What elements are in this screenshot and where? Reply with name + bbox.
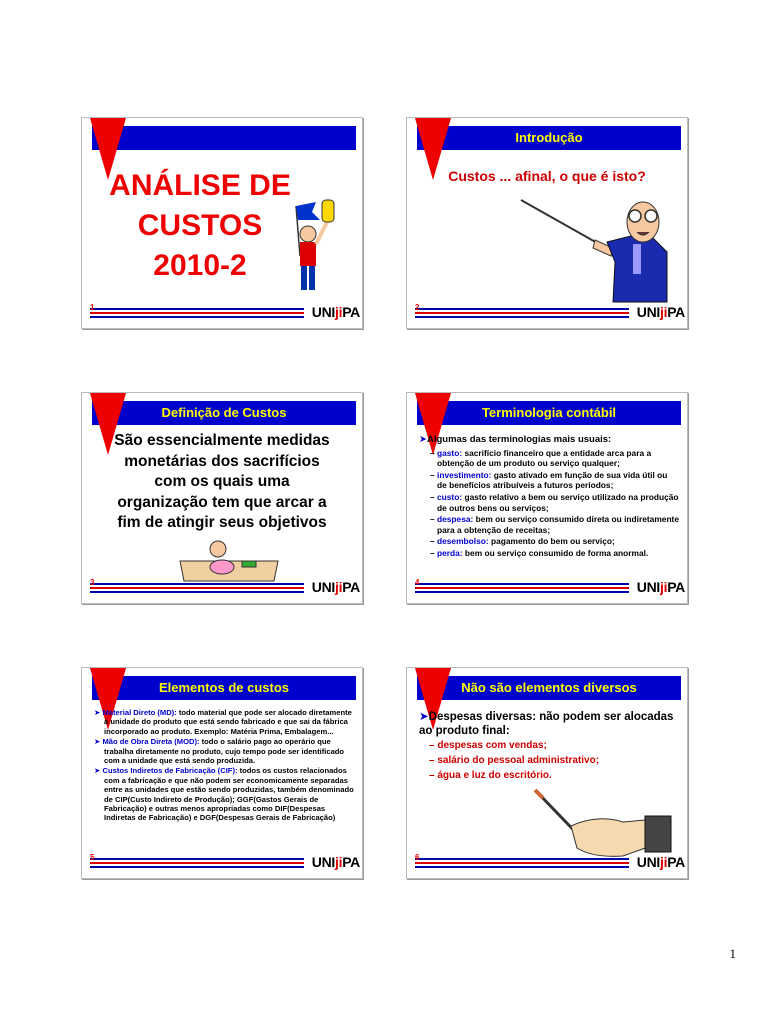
slide-footer xyxy=(415,853,687,872)
list-lead: ➤Algumas das terminologias mais usuais: xyxy=(419,434,612,445)
arrow-bullet-icon: ➤ xyxy=(94,708,103,717)
slide-title: Terminologia contábil xyxy=(481,405,617,420)
slide-6 xyxy=(406,667,688,879)
list-item: – investimento: gasto ativado em função de sua vida útil ou de benefícios atribuíveis a futuros períodos; xyxy=(430,469,668,491)
slide-3 xyxy=(81,392,363,604)
slide-number: 2 xyxy=(415,303,420,312)
slide-title: ANÁLISE DE CUSTOS 2010-2 xyxy=(109,169,291,282)
slide-5 xyxy=(81,667,363,879)
slide-footer xyxy=(415,578,687,597)
list-lead: ➤Despesas diversas: não podem ser alocadas ao produto final: xyxy=(419,711,674,737)
list-item: – gasto: sacrifício financeiro que a entidade arca para a obtenção de um produto ou serviço qualquer; xyxy=(430,447,652,469)
slide-footer xyxy=(90,303,362,322)
hand-pointer-illustration xyxy=(527,786,677,864)
list-item: – perda: bem ou serviço consumido de forma anormal. xyxy=(430,547,649,558)
slide-footer xyxy=(415,303,687,322)
slide-number: 6 xyxy=(415,853,420,862)
list-item: – água e luz do escritório. xyxy=(429,770,552,781)
unijipa-logo: UNIjiPA xyxy=(636,854,685,870)
definition-text: São essencialmente medidas monetárias dos sacrifícios com os quais uma organização tem que arcar a fim de atingir seus objetivos xyxy=(114,432,330,531)
list-item: ➤ Mão de Obra Direta (MOD): todo o salário pago ao operário que trabalha diretamente no produto, cujo tempo pode ser identificado com a unidade que está sendo produzida. xyxy=(94,737,345,766)
slide-1 xyxy=(81,117,363,329)
slide-title: Introdução xyxy=(515,130,583,145)
list-item: – custo: gasto relativo a bem ou serviço utilizado na produção de outros bens ou serviços; xyxy=(430,491,679,513)
question-text: Custos ... afinal, o que é isto? xyxy=(448,168,646,184)
elements-list xyxy=(94,708,354,824)
professor-pointer-illustration xyxy=(517,192,677,304)
unijipa-logo: UNIjiPA xyxy=(311,579,360,595)
list-item: ➤ Custos Indiretos de Fabricação (CIF): todos os custos relacionados com a fabricação e que não podem ser economicamente separadas entre as unidades que estão sendo produzidas, também denominado de CIP(Custo Indireto de Produção); GGF(Gastos Gerais de Fabricação) e outras menos apropriadas como DIF(Despesas Indiretas de Fabricação) e DGF(Despesas Gerais de Fabricação) xyxy=(94,766,354,823)
unijipa-logo: UNIjiPA xyxy=(636,304,685,320)
arrow-bullet-icon: ➤ xyxy=(419,711,429,723)
list-item: – desembolso: pagamento do bem ou serviço; xyxy=(430,536,615,547)
list-item: – despesas com vendas; xyxy=(429,740,547,751)
unijipa-logo: UNIjiPA xyxy=(311,304,360,320)
slide-title: Elementos de custos xyxy=(158,680,290,695)
list-item: ➤ Material Direto (MD): todo material que pode ser alocado diretamente à unidade do produto que está sendo fabricado e que sai da fábrica incorporado ao produto. Exemplo: Matéria Prima, Embalagem... xyxy=(94,708,352,736)
arrow-bullet-icon: ➤ xyxy=(419,434,427,445)
slide-footer xyxy=(90,578,362,597)
piggy-bank-desk-illustration xyxy=(174,537,284,583)
slide-4 xyxy=(406,392,688,604)
slide-number: 3 xyxy=(90,578,95,587)
list-item: – salário do pessoal administrativo; xyxy=(429,755,600,766)
slide-title: Definição de Custos xyxy=(161,405,287,420)
list-item: – despesa: bem ou serviço consumido direta ou indiretamente para a obtenção de receitas; xyxy=(430,514,680,535)
terminology-list xyxy=(419,435,679,560)
unijipa-logo: UNIjiPA xyxy=(311,854,360,870)
arrow-bullet-icon: ➤ xyxy=(94,766,103,776)
slide-number: 4 xyxy=(415,578,420,587)
slide-2 xyxy=(406,117,688,329)
unijipa-logo: UNIjiPA xyxy=(636,579,685,595)
cheering-fan-illustration xyxy=(282,196,342,296)
slide-number: 1 xyxy=(90,303,95,312)
page-number: 1 xyxy=(729,946,736,961)
slide-title: Não são elementos diversos xyxy=(461,680,637,695)
slide-footer xyxy=(90,853,362,872)
title-bar xyxy=(92,126,356,150)
arrow-bullet-icon: ➤ xyxy=(94,737,103,747)
non-elements-list xyxy=(419,710,679,783)
slide-number: 5 xyxy=(90,853,95,862)
